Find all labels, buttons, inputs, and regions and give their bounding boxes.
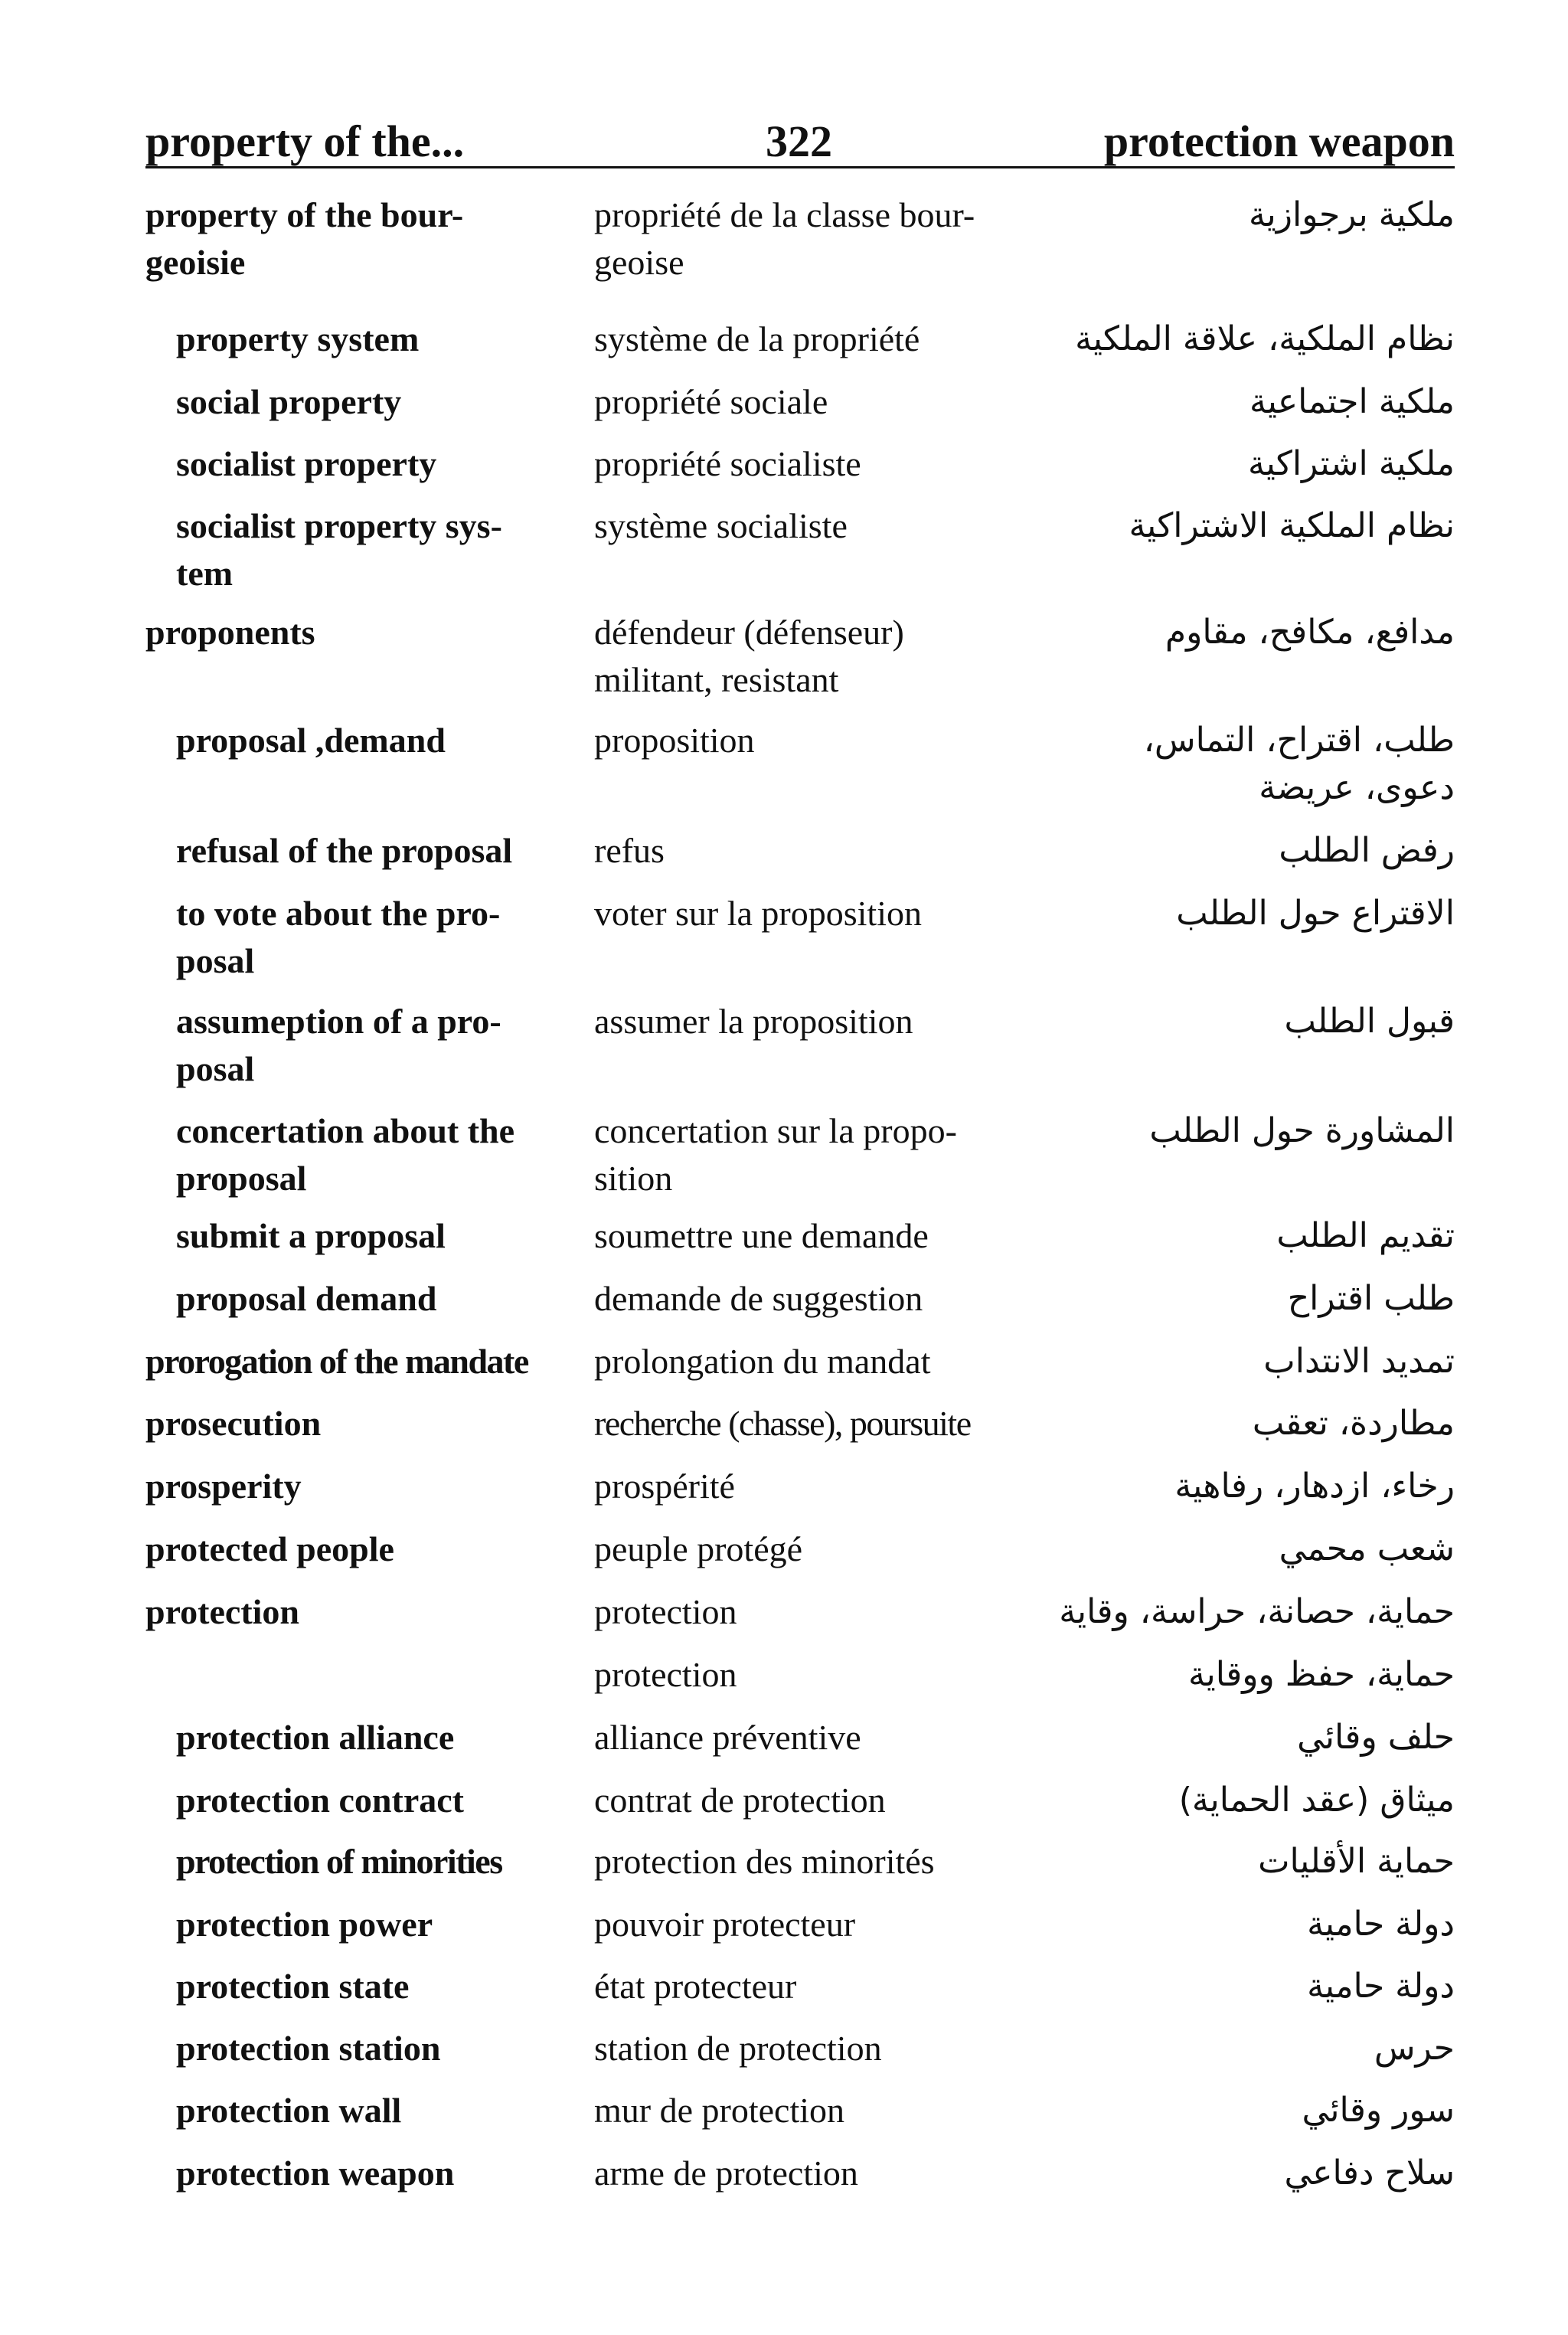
english-term [145,1338,528,1385]
english-term-line: proposal demand [176,1279,437,1318]
arabic-translation: حماية، حصانة، حراسة، وقاية [1059,1592,1455,1631]
header-rule [145,166,1455,168]
french-translation [594,1463,735,1510]
arabic-translation: سلاح دفاعي [1284,2153,1455,2193]
french-translation-line: propriété socialiste [594,444,861,483]
french-translation [594,2025,882,2072]
english-term [176,1714,454,1761]
french-translation [594,890,922,937]
arabic-translation: حماية الأقليات [1258,1842,1455,1881]
french-translation-line: pouvoir protecteur [594,1905,856,1944]
english-term-line: social property [176,382,402,421]
english-term-line: property system [176,319,420,358]
arabic-translation: تقديم الطلب [1276,1216,1455,1255]
english-term-line: protection station [176,2029,441,2068]
french-translation-line: système de la propriété [594,319,920,358]
english-term [176,1107,514,1202]
french-translation-line: protection des minorités [594,1842,935,1881]
arabic-translation: تمديد الانتداب [1263,1342,1455,1381]
french-translation-line: assumer la proposition [594,1002,913,1041]
french-translation-line: peuple protégé [594,1529,803,1568]
arabic-translation: سور وقائي [1302,2091,1455,2130]
header-left-guide-word: property of the... [145,116,465,166]
english-term-line: assumeption of a pro- [176,1002,501,1041]
english-term-line: protection wall [176,2091,402,2130]
french-translation [594,1400,971,1447]
english-term-line: posal [176,941,255,980]
english-term-line: submit a proposal [176,1216,446,1255]
arabic-translation: دولة حامية [1307,1967,1455,2006]
english-term-line: posal [176,1049,255,1088]
arabic-translation: مدافع، مكافح، مقاوم [1165,613,1455,652]
french-translation [594,1107,957,1202]
english-term-line: protected people [145,1529,394,1568]
french-translation [594,440,861,488]
french-translation [594,998,913,1045]
arabic-translation: طلب اقتراح [1287,1279,1455,1318]
english-term-line: prosperity [145,1467,302,1506]
french-translation-line: sition [594,1159,673,1198]
french-translation [594,1838,935,1885]
french-translation [594,827,665,875]
french-translation [594,1963,796,2010]
french-translation [594,1777,886,1824]
french-translation [594,1338,930,1385]
english-term-line: property of the bour- [145,195,464,234]
english-term-line: socialist property sys- [176,506,502,545]
arabic-translation: ملكية برجوازية [1248,195,1455,234]
english-term [176,1212,446,1260]
english-term [176,890,500,985]
english-term [176,1777,464,1824]
english-term-line: proponents [145,613,315,652]
english-term-line: protection of minorities [176,1842,502,1881]
french-translation-line: défendeur (défenseur) [594,613,904,652]
french-translation-line: geoise [594,243,684,282]
french-translation-line: arme de protection [594,2153,858,2193]
english-term-line: protection [145,1592,300,1631]
english-term-line: socialist property [176,444,437,483]
french-translation [594,1588,737,1636]
english-term-line: protection contract [176,1781,464,1820]
page-header [145,115,1455,172]
french-translation [594,2150,858,2197]
english-term [176,2025,440,2072]
english-term [176,2150,454,2197]
french-translation-line: prolongation du mandat [594,1342,931,1381]
english-term-line: prosecution [145,1404,322,1443]
english-term [176,440,436,488]
english-term [176,1901,433,1948]
arabic-translation: حماية، حفظ ووقاية [1187,1655,1455,1694]
arabic-translation: نظام الملكية الاشتراكية [1129,506,1455,545]
arabic-translation: حرس [1374,2029,1455,2068]
french-translation-line: prospérité [594,1467,735,1506]
english-term [176,717,446,764]
header-right-guide-word: protection weapon [1103,116,1455,166]
english-term [145,609,315,656]
english-term-line: protection weapon [176,2153,455,2193]
french-translation-line: système socialiste [594,506,848,545]
english-term [145,1400,321,1447]
french-translation-line: refus [594,831,665,870]
french-translation-line: recherche (chasse), poursuite [594,1404,971,1443]
french-translation [594,2087,844,2134]
arabic-translation: قبول الطلب [1284,1002,1455,1041]
french-translation [594,378,828,426]
arabic-translation: حلف وقائي [1297,1718,1455,1757]
english-term-line: protection alliance [176,1718,455,1757]
arabic-translation: ميثاق (عقد الحماية) [1178,1781,1455,1820]
french-translation [594,191,975,286]
french-translation-line: protection [594,1655,737,1694]
page-number: 322 [766,116,832,166]
english-term [176,1963,409,2010]
english-term [145,1588,299,1636]
arabic-translation: طلب، اقتراح، التماس، دعوى، عريضة [1143,721,1455,807]
french-translation-line: demande de suggestion [594,1279,923,1318]
french-translation [594,502,848,550]
french-translation [594,316,920,363]
french-translation-line: mur de protection [594,2091,845,2130]
english-term-line: protection state [176,1967,410,2006]
arabic-translation: نظام الملكية، علاقة الملكية [1075,319,1455,358]
french-translation-line: alliance préventive [594,1718,861,1757]
arabic-translation: مطاردة، تعقب [1252,1404,1455,1443]
english-term-line: proposal [176,1159,307,1198]
english-term [176,1275,436,1323]
english-term [176,827,512,875]
french-translation [594,1212,929,1260]
arabic-translation: ملكية اجتماعية [1250,382,1455,421]
english-term [145,1463,302,1510]
english-term-line: to vote about the pro- [176,894,501,933]
english-term-line: protection power [176,1905,433,1944]
french-translation-line: concertation sur la propo- [594,1111,957,1150]
french-translation-line: propriété de la classe bour- [594,195,975,234]
french-translation [594,1901,855,1948]
english-term-line: prorogation of the mandate [145,1342,528,1381]
french-translation [594,717,755,764]
french-translation-line: militant, resistant [594,660,839,699]
french-translation-line: voter sur la proposition [594,894,922,933]
arabic-translation: رفض الطلب [1279,831,1455,870]
arabic-translation: شعب محمي [1279,1529,1455,1568]
french-translation [594,1275,923,1323]
french-translation-line: proposition [594,721,755,760]
arabic-translation: دولة حامية [1307,1905,1455,1944]
french-translation [594,1651,737,1699]
english-term-line: proposal ,demand [176,721,446,760]
french-translation-line: protection [594,1592,737,1631]
french-translation [594,1526,802,1573]
english-term [145,191,463,286]
arabic-translation: رخاء، ازدهار، رفاهية [1174,1467,1455,1506]
arabic-translation: ملكية اشتراكية [1248,444,1455,483]
french-translation-line: propriété sociale [594,382,828,421]
english-term [176,2087,401,2134]
french-translation [594,609,904,704]
arabic-translation: المشاورة حول الطلب [1149,1111,1455,1150]
english-term [145,1526,394,1573]
english-term [176,998,501,1093]
french-translation-line: état protecteur [594,1967,797,2006]
french-translation-line: contrat de protection [594,1781,886,1820]
english-term-line: refusal of the proposal [176,831,513,870]
english-term [176,502,502,597]
french-translation-line: station de protection [594,2029,882,2068]
english-term-line: tem [176,554,234,593]
french-translation [594,1714,861,1761]
english-term [176,378,401,426]
english-term-line: concertation about the [176,1111,515,1150]
english-term-line: geoisie [145,243,246,282]
french-translation-line: soumettre une demande [594,1216,929,1255]
english-term [176,1838,502,1885]
arabic-translation: الاقتراع حول الطلب [1176,894,1455,933]
english-term [176,316,419,363]
